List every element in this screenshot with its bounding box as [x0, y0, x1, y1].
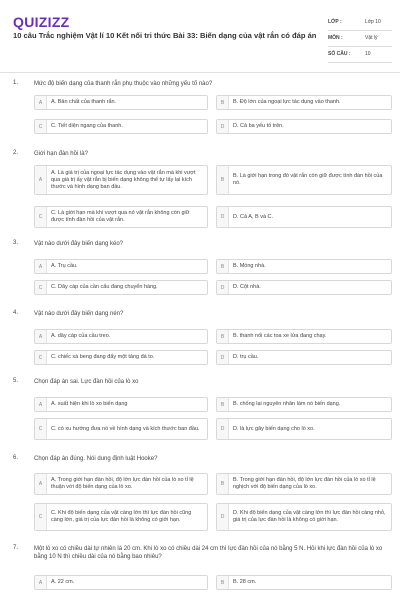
- meta-value: Lớp 10: [365, 19, 381, 25]
- option-text: D. Cột nhà.: [233, 284, 261, 290]
- header-divider: [0, 72, 400, 73]
- option-text: D. trụ cầu.: [233, 354, 259, 360]
- meta-row-count: [328, 48, 392, 63]
- option-a[interactable]: [34, 575, 208, 590]
- option-b[interactable]: [216, 473, 392, 495]
- option-letter: B: [217, 96, 229, 109]
- option-letter: A: [35, 166, 47, 194]
- option-c[interactable]: [34, 503, 208, 531]
- option-letter: D: [217, 281, 229, 294]
- question-number: 2.: [13, 150, 19, 156]
- option-letter: A: [35, 576, 47, 589]
- option-c[interactable]: [34, 206, 208, 228]
- option-c[interactable]: [34, 119, 208, 134]
- option-letter: C: [35, 120, 47, 133]
- question-text: Chọn đáp án đúng. Nói dung định luật Hooke?: [34, 456, 158, 462]
- option-letter: B: [217, 330, 229, 343]
- option-a[interactable]: [34, 329, 208, 344]
- question-number: 3.: [13, 240, 19, 246]
- option-b[interactable]: [216, 397, 392, 412]
- option-text: D. Cả A, B và C.: [233, 213, 274, 220]
- option-letter: A: [35, 96, 47, 109]
- option-b[interactable]: [216, 575, 392, 590]
- option-text: A. Bản chất của thanh rắn.: [51, 99, 117, 105]
- option-text: A. Là giá trị của ngoại lực tác dụng vào vật rắn mà khi vượt qua giá trị ấy vật rắn bị biến dạng không thể tự lấy lại kích thước và hình dạng ban đầu.: [51, 169, 196, 190]
- option-text: C. chiếc xà beng đang đẩy một tảng đá to.: [51, 354, 155, 360]
- meta-value: Vật lý: [365, 35, 378, 41]
- question-number: 7.: [13, 545, 19, 551]
- option-d[interactable]: [216, 418, 392, 440]
- page-header: [0, 0, 400, 72]
- option-text: B. Móng nhà.: [233, 263, 266, 269]
- option-text: C. Dây cáp của cần cẩu đang chuyển hàng.: [51, 284, 158, 290]
- option-text: C. Là giới hạn mà khi vượt qua nó vật rắn không còn giữ được tính đàn hồi của vật rắn.: [51, 210, 190, 223]
- option-text: B. Độ lớn của ngoại lực tác dụng vào thanh.: [233, 99, 341, 105]
- option-a[interactable]: [34, 165, 208, 195]
- option-text: D. là lực gây biến dạng cho lò xo.: [233, 425, 315, 432]
- option-letter: B: [217, 260, 229, 273]
- question-number: 5.: [13, 378, 19, 384]
- option-letter: D: [217, 419, 229, 439]
- option-text: B. 28 cm.: [233, 579, 257, 585]
- question-text: Mức độ biến dạng của thanh rắn phụ thuộc vào những yếu tố nào?: [34, 81, 213, 87]
- option-text: C. Khi độ biến dạng của vật càng lớn thì lực đàn hồi cũng càng lớn, giá trị của lực đàn hồi là không có giới hạn.: [51, 510, 192, 523]
- option-letter: A: [35, 330, 47, 343]
- option-letter: C: [35, 351, 47, 364]
- option-letter: B: [217, 576, 229, 589]
- option-text: A. Trong giới hạn đàn hồi, độ lớn lực đàn hồi của lò xo tỉ lệ thuận với độ biến dạng của lò xo.: [51, 477, 194, 490]
- option-text: A. 22 cm.: [51, 579, 75, 585]
- option-a[interactable]: [34, 473, 208, 495]
- quizizz-logo: QUIZIZZ: [13, 14, 70, 30]
- question-number: 1.: [13, 80, 19, 86]
- question-number: 6.: [13, 455, 19, 461]
- option-text: A. Trụ cầu.: [51, 263, 78, 269]
- page-title: 10 câu Trắc nghiệm Vật lí 10 Kết nối tri thức Bài 33: Biến dạng của vật rắn có đáp án: [13, 31, 317, 40]
- meta-label: SỐ CÂU :: [328, 51, 351, 57]
- option-letter: D: [217, 207, 229, 227]
- option-letter: C: [35, 207, 47, 227]
- meta-value: 10: [365, 51, 371, 57]
- option-text: B. chống lại nguyên nhân làm nó biến dạng.: [233, 401, 341, 407]
- option-a[interactable]: [34, 397, 208, 412]
- option-text: C. Tiết diện ngang của thanh.: [51, 123, 123, 129]
- question-number: 4.: [13, 310, 19, 316]
- option-text: D. Cả ba yếu tố trên.: [233, 123, 284, 129]
- option-b[interactable]: [216, 259, 392, 274]
- question-text: Một lò xo có chiều dài tự nhiên là 20 cm. Khi lò xo có chiều dài 24 cm thì lực đàn hồi của nó bằng 5 N. Hỏi khi lực đàn hồi của lò xo bằng 10 N thì chiều dài của nó bằng bao nhiêu?: [34, 546, 383, 560]
- option-letter: C: [35, 281, 47, 294]
- question-text: Vật nào dưới đây biến dạng nén?: [34, 311, 124, 317]
- option-text: D. Khi độ biến dạng của vật càng lớn thì lực đàn hồi càng nhỏ, giá trị của lực đàn hồi là không có giới hạn.: [233, 510, 386, 523]
- option-text: A. xuất hiện khi lò xo biến dạng: [51, 401, 128, 407]
- option-text: B. Trong giới hạn đàn hồi, độ lớn lực đàn hồi của lò xo tỉ lệ nghịch với độ biến dạng của lò xo.: [233, 477, 376, 490]
- option-a[interactable]: [34, 95, 208, 110]
- option-c[interactable]: [34, 418, 208, 440]
- question-text: Giới hạn đàn hồi là?: [34, 151, 88, 157]
- option-a[interactable]: [34, 259, 208, 274]
- meta-label: LỚP :: [328, 19, 342, 25]
- option-letter: B: [217, 474, 229, 494]
- option-b[interactable]: [216, 329, 392, 344]
- option-letter: A: [35, 260, 47, 273]
- option-letter: B: [217, 398, 229, 411]
- option-text: B. Là giới hạn trong đó vật rắn còn giữ được tính đàn hồi của nó.: [233, 173, 383, 186]
- option-letter: A: [35, 398, 47, 411]
- option-text: A. dây cáp của cầu treo.: [51, 333, 111, 339]
- meta-row-class: [328, 16, 392, 31]
- option-d[interactable]: [216, 119, 392, 134]
- option-letter: D: [217, 351, 229, 364]
- option-letter: C: [35, 419, 47, 439]
- question-text: Vật nào dưới đây biến dạng kéo?: [34, 241, 124, 247]
- question-text: Chọn đáp án sai. Lực đàn hồi của lò xo: [34, 379, 139, 385]
- option-letter: D: [217, 504, 229, 530]
- option-text: C. có xu hướng đưa nó về hình dạng và kích thước ban đầu.: [51, 425, 200, 432]
- option-c[interactable]: [34, 350, 208, 365]
- option-letter: C: [35, 504, 47, 530]
- option-letter: A: [35, 474, 47, 494]
- option-b[interactable]: [216, 95, 392, 110]
- option-letter: D: [217, 120, 229, 133]
- option-c[interactable]: [34, 280, 208, 295]
- option-d[interactable]: [216, 280, 392, 295]
- meta-panel: [328, 16, 392, 64]
- option-b[interactable]: [216, 165, 392, 195]
- meta-label: MÔN :: [328, 35, 343, 41]
- option-d[interactable]: [216, 206, 392, 228]
- meta-row-subject: [328, 32, 392, 47]
- option-d[interactable]: [216, 503, 392, 531]
- option-letter: B: [217, 166, 229, 194]
- option-d[interactable]: [216, 350, 392, 365]
- option-text: B. thanh nối các toa xe lửa đang chạy.: [233, 333, 327, 339]
